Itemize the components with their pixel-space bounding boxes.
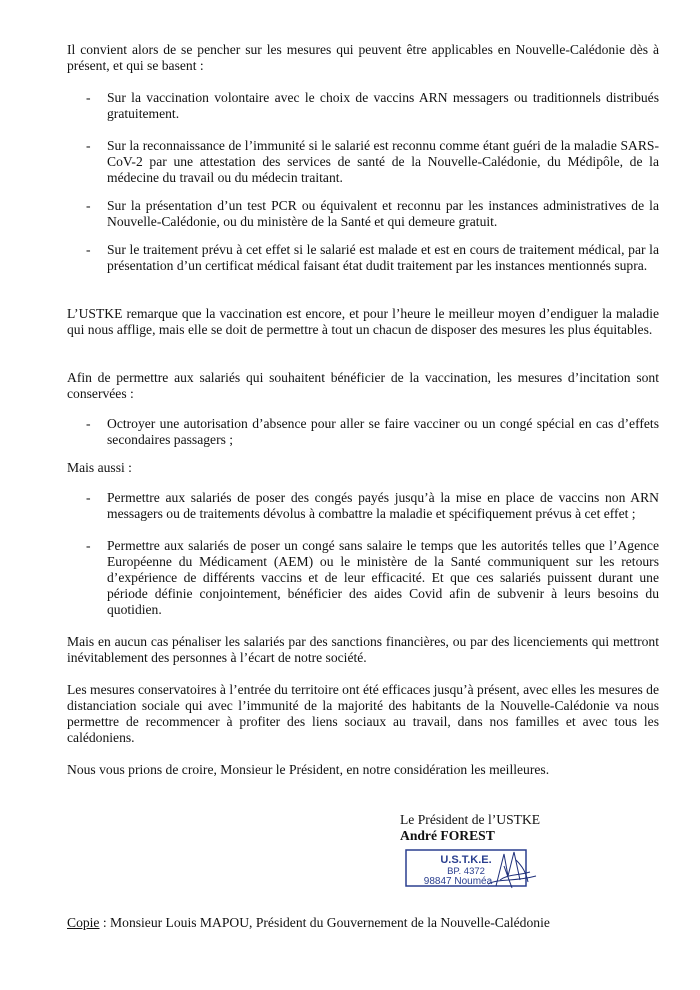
stamp-line-1: U.S.T.K.E.: [440, 854, 492, 866]
closing-paragraph: Nous vous prions de croire, Monsieur le Président, en notre considération les meilleures.: [67, 762, 550, 777]
copy-line: [67, 915, 667, 931]
measures-paragraph: Les mesures conservatoires à l’entrée du territoire ont été efficaces jusqu’à présent, avec elles les mesures de distanciation sociale qui avec l’immunité de la majorité des habitants de la Nouvelle-Calédonie va nous permettre de recommencer à profiter des liens sociaux au travail, dans nos familles et avec tous les calédoniens.: [67, 682, 659, 745]
bullet-dash: -: [86, 242, 91, 257]
stamp-line-3: 98847 Nouméa: [423, 876, 493, 887]
signatory-title: Le Président de l’USTKE: [400, 812, 541, 827]
signatory-name: André FOREST: [400, 828, 495, 843]
copy-label: Copie: [67, 915, 100, 930]
incentive-paragraph: Afin de permettre aux salariés qui souhaitent bénéficier de la vaccination, les mesures d’incitation sont conservées :: [67, 370, 659, 401]
bullet-text: Sur la reconnaissance de l’immunité si le salarié est reconnu comme étant guéri de la maladie SARS-CoV-2 par une attestation des services de santé de la Nouvelle-Calédonie, du Médipôle, de la médecine du travail ou du médecin traitant.: [107, 138, 659, 185]
copy-recipient: : Monsieur Louis MAPOU, Président du Gouvernement de la Nouvelle-Calédonie: [99, 915, 550, 930]
signature-scribble: [488, 852, 536, 888]
penalty-paragraph: Mais en aucun cas pénaliser les salariés par des sanctions financières, ou par des licenciements qui mettront inévitablement des personnes à l’écart de notre société.: [67, 634, 659, 665]
intro-paragraph: Il convient alors de se pencher sur les mesures qui peuvent être applicables en Nouvelle-Calédonie dès à présent, et qui se basent :: [67, 42, 659, 73]
bullet-text: Sur la présentation d’un test PCR ou équivalent et reconnu par les instances administratives de la Nouvelle-Calédonie, ou du ministère de la Santé et qui demeure gratuit.: [107, 198, 659, 229]
signature-block: [400, 812, 540, 844]
bullet-text: Sur la vaccination volontaire avec le choix de vaccins ARN messagers ou traditionnels distribués gratuitement.: [107, 90, 659, 121]
bullet-dash: -: [86, 138, 91, 153]
bullet-dash: -: [86, 90, 91, 105]
stamp-line-2: BP. 4372: [447, 866, 485, 877]
bullet-text: Octroyer une autorisation d’absence pour aller se faire vacciner ou un congé spécial en cas d’effets secondaires passagers ;: [107, 416, 659, 447]
vaccination-paragraph: L’USTKE remarque que la vaccination est encore, et pour l’heure le meilleur moyen d’endiguer la maladie qui nous afflige, mais elle se doit de permettre à tout un chacun de disposer des mesures les plus équitables.: [67, 306, 659, 337]
organization-stamp: [404, 846, 540, 890]
bullet-text: Permettre aux salariés de poser un congé sans salaire le temps que les autorités telles que l’Agence Européenne du Médicament (AEM) ou le ministère de la Santé communiquent sur les retours d’expérience de différents vaccins et de leur efficacité. Et que ces salariés puissent durant une période définie conjointement, bénéficier des aides Covid afin de subvenir à leurs besoins du quotidien.: [107, 538, 659, 617]
bullet-dash: -: [86, 198, 91, 213]
bullet-text: Permettre aux salariés de poser des congés payés jusqu’à la mise en place de vaccins non ARN messagers ou de traitements dévolus à combattre la maladie et spécifiquement prévus à cet effet ;: [107, 490, 659, 521]
also-paragraph: Mais aussi :: [67, 460, 132, 475]
bullet-text: Sur le traitement prévu à cet effet si le salarié est malade et est en cours de traitement médical, par la présentation d’un certificat médical faisant état dudit traitement par les instances mentionnés supra.: [107, 242, 659, 273]
bullet-dash: -: [86, 416, 91, 431]
bullet-dash: -: [86, 490, 91, 505]
bullet-dash: -: [86, 538, 91, 553]
